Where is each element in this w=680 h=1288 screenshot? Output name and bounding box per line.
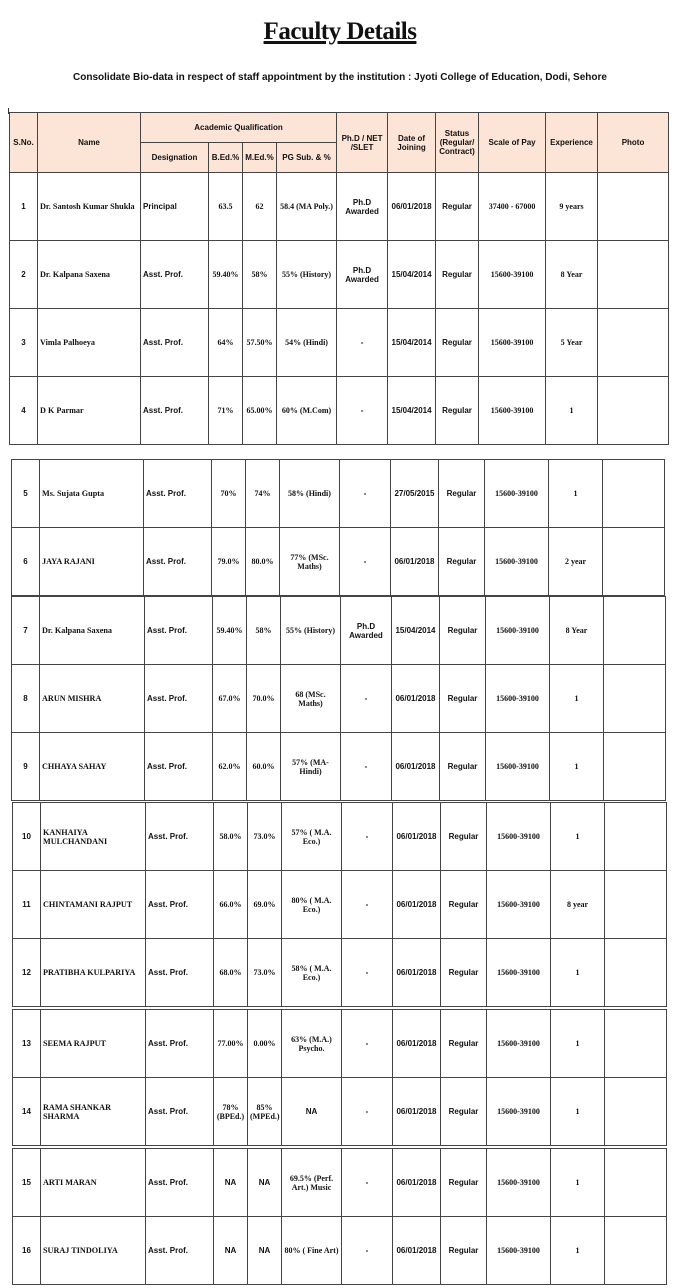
cell-sno: 6 xyxy=(12,528,40,596)
cell-phd: Ph.D Awarded xyxy=(337,241,388,309)
header-phd-net-slet: Ph.D / NET /SLET xyxy=(337,113,388,173)
page-title-text: Faculty Details xyxy=(263,18,417,45)
cell-designation: Asst. Prof. xyxy=(144,528,212,596)
cell-pg: 58% (Hindi) xyxy=(280,460,340,528)
cell-status: Regular xyxy=(440,597,486,665)
cell-sno: 16 xyxy=(13,1217,41,1285)
cell-pg: 55% (History) xyxy=(281,597,341,665)
cell-bed: 78% (BPEd.) xyxy=(214,1078,248,1146)
cell-status: Regular xyxy=(439,528,485,596)
cell-bed: 62.0% xyxy=(213,733,247,801)
cell-doj: 15/04/2014 xyxy=(392,597,440,665)
cell-med: 0.00% xyxy=(248,1010,282,1078)
cell-bed: 79.0% xyxy=(212,528,246,596)
cell-pg: 68 (MSc. Maths) xyxy=(281,665,341,733)
cell-photo xyxy=(603,528,665,596)
header-scale-of-pay: Scale of Pay xyxy=(479,113,546,173)
cell-med: 57.50% xyxy=(243,309,277,377)
cell-designation: Asst. Prof. xyxy=(145,733,213,801)
cell-sno: 4 xyxy=(10,377,38,445)
cell-sno: 2 xyxy=(10,241,38,309)
faculty-table xyxy=(11,459,665,596)
cell-exp: 1 xyxy=(551,1078,605,1146)
header-experience: Experience xyxy=(546,113,598,173)
cell-pay: 15600-39100 xyxy=(487,1010,551,1078)
cell-name: PRATIBHA KULPARIYA xyxy=(41,939,146,1007)
cell-photo xyxy=(605,1149,667,1217)
table-row xyxy=(12,460,665,528)
cell-photo xyxy=(603,460,665,528)
cell-bed: 59.40% xyxy=(209,241,243,309)
cell-phd: - xyxy=(341,733,392,801)
cell-sno: 12 xyxy=(13,939,41,1007)
header-med: M.Ed.% xyxy=(243,143,277,173)
table-row xyxy=(13,803,667,871)
header-status: Status (Regular/ Contract) xyxy=(436,113,479,173)
cell-designation: Asst. Prof. xyxy=(141,377,209,445)
cell-photo xyxy=(605,1217,667,1285)
cell-pg: 58% ( M.A. Eco.) xyxy=(282,939,342,1007)
cell-name: CHHAYA SAHAY xyxy=(40,733,145,801)
cell-phd: - xyxy=(342,871,393,939)
cell-phd: - xyxy=(342,939,393,1007)
cell-status: Regular xyxy=(441,1010,487,1078)
cell-doj: 06/01/2018 xyxy=(392,665,440,733)
cell-status: Regular xyxy=(436,309,479,377)
cell-phd: - xyxy=(337,377,388,445)
cell-designation: Asst. Prof. xyxy=(145,597,213,665)
cell-pg: 57% (MA-Hindi) xyxy=(281,733,341,801)
cell-status: Regular xyxy=(441,1217,487,1285)
header-academic-qualification: Academic Qualification xyxy=(141,113,337,143)
cell-name: ARTI MARAN xyxy=(41,1149,146,1217)
cell-status: Regular xyxy=(441,939,487,1007)
cell-designation: Principal xyxy=(141,173,209,241)
cell-doj: 15/04/2014 xyxy=(388,377,436,445)
cell-name: Ms. Sujata Gupta xyxy=(40,460,144,528)
cell-doj: 06/01/2018 xyxy=(393,871,441,939)
cell-designation: Asst. Prof. xyxy=(146,803,214,871)
cell-photo xyxy=(605,1010,667,1078)
cell-pg: NA xyxy=(282,1078,342,1146)
cell-pg: 60% (M.Com) xyxy=(277,377,337,445)
cell-med: 73.0% xyxy=(248,803,282,871)
cell-pay: 15600-39100 xyxy=(485,528,549,596)
table-row xyxy=(13,1078,667,1146)
cell-designation: Asst. Prof. xyxy=(146,1217,214,1285)
cell-status: Regular xyxy=(441,1078,487,1146)
cell-pg: 69.5% (Perf. Art.) Music xyxy=(282,1149,342,1217)
table-row xyxy=(10,173,669,241)
cell-photo xyxy=(598,241,669,309)
cell-phd: Ph.D Awarded xyxy=(341,597,392,665)
cell-exp: 8 Year xyxy=(546,241,598,309)
cell-pay: 15600-39100 xyxy=(487,803,551,871)
cell-pay: 15600-39100 xyxy=(487,1217,551,1285)
cell-pay: 15600-39100 xyxy=(486,665,550,733)
cell-bed: 67.0% xyxy=(213,665,247,733)
cell-sno: 8 xyxy=(12,665,40,733)
cell-bed: NA xyxy=(214,1217,248,1285)
cell-sno: 3 xyxy=(10,309,38,377)
cell-phd: - xyxy=(342,803,393,871)
cell-photo xyxy=(604,665,666,733)
cell-exp: 8 year xyxy=(551,871,605,939)
cell-doj: 27/05/2015 xyxy=(391,460,439,528)
cell-photo xyxy=(598,309,669,377)
cell-designation: Asst. Prof. xyxy=(141,241,209,309)
cell-bed: 63.5 xyxy=(209,173,243,241)
cell-sno: 14 xyxy=(13,1078,41,1146)
table-row xyxy=(12,665,666,733)
header-row xyxy=(10,113,669,143)
cell-designation: Asst. Prof. xyxy=(146,1149,214,1217)
page-title xyxy=(0,18,680,46)
cell-pg: 54% (Hindi) xyxy=(277,309,337,377)
cell-pg: 58.4 (MA Poly.) xyxy=(277,173,337,241)
cell-status: Regular xyxy=(439,460,485,528)
table-row xyxy=(10,377,669,445)
cell-name: SURAJ TINDOLIYA xyxy=(41,1217,146,1285)
table-row xyxy=(10,241,669,309)
cell-status: Regular xyxy=(440,733,486,801)
cell-name: RAMA SHANKAR SHARMA xyxy=(41,1078,146,1146)
cell-status: Regular xyxy=(441,1149,487,1217)
cell-pay: 15600-39100 xyxy=(487,939,551,1007)
cell-exp: 5 Year xyxy=(546,309,598,377)
table-row xyxy=(12,733,666,801)
cell-pay: 15600-39100 xyxy=(486,733,550,801)
cell-name: D K Parmar xyxy=(38,377,141,445)
header-pg-subject: PG Sub. & % xyxy=(277,143,337,173)
cell-status: Regular xyxy=(436,377,479,445)
table-row xyxy=(12,597,666,665)
cell-exp: 1 xyxy=(546,377,598,445)
cell-status: Regular xyxy=(441,803,487,871)
cell-photo xyxy=(605,1078,667,1146)
cell-exp: 1 xyxy=(549,460,603,528)
cell-bed: 68.0% xyxy=(214,939,248,1007)
cell-exp: 1 xyxy=(551,1010,605,1078)
table-row xyxy=(12,528,665,596)
cell-doj: 06/01/2018 xyxy=(393,1217,441,1285)
cell-exp: 1 xyxy=(550,665,604,733)
cell-med: NA xyxy=(248,1149,282,1217)
cell-sno: 10 xyxy=(13,803,41,871)
cell-pay: 15600-39100 xyxy=(486,597,550,665)
faculty-table xyxy=(12,1009,667,1146)
cell-med: 65.00% xyxy=(243,377,277,445)
cell-designation: Asst. Prof. xyxy=(146,1078,214,1146)
cell-bed: 71% xyxy=(209,377,243,445)
cell-sno: 7 xyxy=(12,597,40,665)
cell-pg: 57% ( M.A. Eco.) xyxy=(282,803,342,871)
cell-med: 73.0% xyxy=(248,939,282,1007)
cell-status: Regular xyxy=(436,241,479,309)
faculty-table xyxy=(12,1148,667,1285)
cell-exp: 1 xyxy=(550,733,604,801)
cell-name: Dr. Santosh Kumar Shukla xyxy=(38,173,141,241)
cell-designation: Asst. Prof. xyxy=(146,939,214,1007)
cell-photo xyxy=(598,377,669,445)
cell-pg: 80% ( Fine Art) xyxy=(282,1217,342,1285)
cell-pg: 63% (M.A.) Psycho. xyxy=(282,1010,342,1078)
table-row xyxy=(13,939,667,1007)
cell-designation: Asst. Prof. xyxy=(146,1010,214,1078)
cell-doj: 06/01/2018 xyxy=(391,528,439,596)
faculty-table xyxy=(11,596,666,665)
cell-med: 80.0% xyxy=(246,528,280,596)
cell-pay: 15600-39100 xyxy=(487,1149,551,1217)
faculty-table xyxy=(9,112,669,445)
cell-bed: 70% xyxy=(212,460,246,528)
table-row xyxy=(13,1149,667,1217)
cell-pay: 37400 - 67000 xyxy=(479,173,546,241)
header-date-of-joining: Date of Joining xyxy=(388,113,436,173)
header-sno: S.No. xyxy=(10,113,38,173)
cell-doj: 06/01/2018 xyxy=(393,1149,441,1217)
cell-doj: 15/04/2014 xyxy=(388,241,436,309)
cell-status: Regular xyxy=(440,665,486,733)
cell-phd: - xyxy=(342,1149,393,1217)
cell-med: 62 xyxy=(243,173,277,241)
cell-bed: NA xyxy=(214,1149,248,1217)
cell-med: NA xyxy=(248,1217,282,1285)
cell-name: ARUN MISHRA xyxy=(40,665,145,733)
cell-med: 58% xyxy=(247,597,281,665)
cell-name: Dr. Kalpana Saxena xyxy=(40,597,145,665)
cell-pg: 80% ( M.A. Eco.) xyxy=(282,871,342,939)
cell-photo xyxy=(605,803,667,871)
cell-designation: Asst. Prof. xyxy=(146,871,214,939)
cell-sno: 15 xyxy=(13,1149,41,1217)
cell-sno: 1 xyxy=(10,173,38,241)
faculty-table xyxy=(11,664,666,801)
cell-bed: 66.0% xyxy=(214,871,248,939)
cell-bed: 58.0% xyxy=(214,803,248,871)
cell-pay: 15600-39100 xyxy=(479,241,546,309)
cell-name: CHINTAMANI RAJPUT xyxy=(41,871,146,939)
cell-name: Vimla Palhoeya xyxy=(38,309,141,377)
cell-sno: 9 xyxy=(12,733,40,801)
cell-exp: 1 xyxy=(551,939,605,1007)
cell-phd: - xyxy=(342,1078,393,1146)
cell-phd: Ph.D Awarded xyxy=(337,173,388,241)
cell-photo xyxy=(604,597,666,665)
cell-designation: Asst. Prof. xyxy=(144,460,212,528)
cell-phd: - xyxy=(342,1217,393,1285)
cell-doj: 06/01/2018 xyxy=(393,939,441,1007)
cell-med: 74% xyxy=(246,460,280,528)
cell-doj: 06/01/2018 xyxy=(392,733,440,801)
page-subtitle: Consolidate Bio-data in respect of staff appointment by the institution : Jyoti College of Education, Dodi, Sehore xyxy=(73,72,607,83)
cell-phd: - xyxy=(341,665,392,733)
cell-phd: - xyxy=(342,1010,393,1078)
cell-doj: 06/01/2018 xyxy=(393,803,441,871)
cell-sno: 5 xyxy=(12,460,40,528)
cell-designation: Asst. Prof. xyxy=(141,309,209,377)
faculty-table xyxy=(12,802,667,1007)
cell-doj: 15/04/2014 xyxy=(388,309,436,377)
cell-med: 70.0% xyxy=(247,665,281,733)
cell-name: JAYA RAJANI xyxy=(40,528,144,596)
cell-doj: 06/01/2018 xyxy=(393,1010,441,1078)
cell-bed: 77.00% xyxy=(214,1010,248,1078)
cell-pay: 15600-39100 xyxy=(487,871,551,939)
cell-name: Dr. Kalpana Saxena xyxy=(38,241,141,309)
cell-pay: 15600-39100 xyxy=(479,377,546,445)
table-row xyxy=(13,1217,667,1285)
cell-photo xyxy=(604,733,666,801)
cell-name: SEEMA RAJPUT xyxy=(41,1010,146,1078)
cell-med: 60.0% xyxy=(247,733,281,801)
header-name: Name xyxy=(38,113,141,173)
cell-doj: 06/01/2018 xyxy=(388,173,436,241)
table-row xyxy=(13,871,667,939)
cell-designation: Asst. Prof. xyxy=(145,665,213,733)
cell-bed: 64% xyxy=(209,309,243,377)
cell-pay: 15600-39100 xyxy=(487,1078,551,1146)
table-row xyxy=(13,1010,667,1078)
cell-doj: 06/01/2018 xyxy=(393,1078,441,1146)
header-designation: Designation xyxy=(141,143,209,173)
cell-med: 69.0% xyxy=(248,871,282,939)
table-row xyxy=(10,309,669,377)
header-photo: Photo xyxy=(598,113,669,173)
cell-status: Regular xyxy=(441,871,487,939)
cell-med: 85% (MPEd.) xyxy=(248,1078,282,1146)
cell-exp: 2 year xyxy=(549,528,603,596)
cell-pay: 15600-39100 xyxy=(479,309,546,377)
cell-phd: - xyxy=(337,309,388,377)
cell-sno: 11 xyxy=(13,871,41,939)
cell-exp: 8 Year xyxy=(550,597,604,665)
cell-exp: 1 xyxy=(551,1217,605,1285)
cell-name: KANHAIYA MULCHANDANI xyxy=(41,803,146,871)
cell-photo xyxy=(605,939,667,1007)
cell-exp: 1 xyxy=(551,1149,605,1217)
cell-pay: 15600-39100 xyxy=(485,460,549,528)
cell-exp: 1 xyxy=(551,803,605,871)
cell-sno: 13 xyxy=(13,1010,41,1078)
cell-pg: 77% (MSc. Maths) xyxy=(280,528,340,596)
header-bed: B.Ed.% xyxy=(209,143,243,173)
cell-photo xyxy=(605,871,667,939)
cell-exp: 9 years xyxy=(546,173,598,241)
cell-pg: 55% (History) xyxy=(277,241,337,309)
cell-status: Regular xyxy=(436,173,479,241)
cell-bed: 59.40% xyxy=(213,597,247,665)
cell-med: 58% xyxy=(243,241,277,309)
cell-phd: - xyxy=(340,528,391,596)
cell-phd: - xyxy=(340,460,391,528)
cell-photo xyxy=(598,173,669,241)
